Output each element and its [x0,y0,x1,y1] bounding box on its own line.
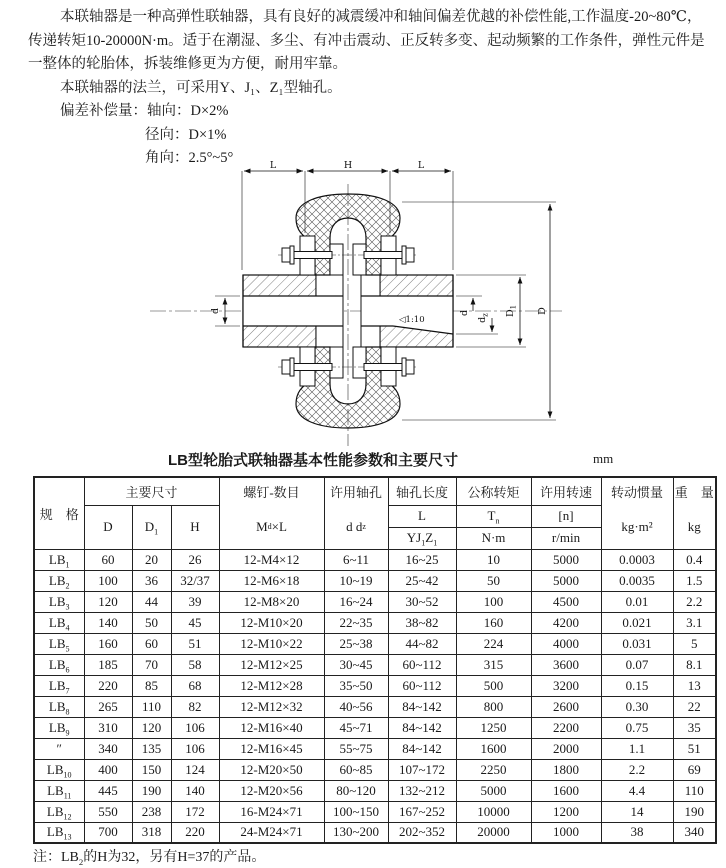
value-cell: 4.4 [601,780,673,801]
value-cell: 16~25 [388,549,456,570]
dim-label-l-right: L [417,160,425,171]
compensation-line: 偏差补偿量：轴向：D×2% [60,103,229,119]
table-row [34,738,716,759]
value-cell: 38 [601,822,673,843]
value-cell: 50 [456,570,531,591]
value-cell: 190 [673,801,716,822]
taper-label: ◁1:10 [399,315,425,325]
spec-table [33,476,717,844]
table-row [34,570,716,591]
value-cell: 150 [132,759,171,780]
value-cell: 1800 [531,759,601,780]
value-cell: 2250 [456,759,531,780]
spec-cell: $LB_2$ [34,570,84,591]
spec-cell: $LB_3$ [34,591,84,612]
spec-cell: $LB_5$ [34,633,84,654]
value-cell: 2600 [531,696,601,717]
value-cell: 3200 [531,675,601,696]
value-cell: 135 [132,738,171,759]
value-cell: 172 [171,801,219,822]
dim-label-d-bore-right: d [459,309,470,317]
value-cell: 2000 [531,738,601,759]
value-cell: 22~35 [324,612,388,633]
value-cell: 1200 [531,801,601,822]
value-cell: 550 [84,801,132,822]
value-cell: 100 [456,591,531,612]
value-cell: 45~71 [324,717,388,738]
value-cell: 445 [84,780,132,801]
value-cell: 5000 [456,780,531,801]
value-cell: 10 [456,549,531,570]
value-cell: 35~50 [324,675,388,696]
value-cell: 120 [84,591,132,612]
col-header-n: [n] [531,505,601,527]
value-cell: 12-M6×18 [219,570,324,591]
value-cell: 12-M8×20 [219,591,324,612]
value-cell: 84~142 [388,717,456,738]
value-cell: 2200 [531,717,601,738]
table-row [34,717,716,738]
value-cell: 55~75 [324,738,388,759]
compensation-radial: 径向：D×1% [145,126,227,143]
col-header-spec: 规 格 [34,477,84,549]
inner-flange-right [353,244,366,275]
value-cell: 0.15 [601,675,673,696]
table-row [34,654,716,675]
value-cell: 132~212 [388,780,456,801]
value-cell: 3.1 [673,612,716,633]
inner-flange-left [330,244,343,275]
value-cell: 0.4 [673,549,716,570]
value-cell: 35 [673,717,716,738]
value-cell: 2.2 [673,591,716,612]
value-cell: 318 [132,822,171,843]
table-unit: mm [593,451,614,466]
table-row [34,675,716,696]
table-row [34,591,716,612]
value-cell: 107~172 [388,759,456,780]
table-row [34,822,716,843]
value-cell: 0.01 [601,591,673,612]
value-cell: 60~112 [388,654,456,675]
value-cell: 167~252 [388,801,456,822]
value-cell: 500 [456,675,531,696]
col-header-H: H [171,505,219,549]
col-header-rmin: r/min [531,527,601,549]
table-row [34,612,716,633]
value-cell: 8.1 [673,654,716,675]
col-header-inertia: 转动惯量 kg·m² [601,477,673,549]
value-cell: 220 [84,675,132,696]
value-cell: 1600 [456,738,531,759]
value-cell: 25~42 [388,570,456,591]
value-cell: 60 [132,633,171,654]
value-cell: 20 [132,549,171,570]
value-cell: 51 [171,633,219,654]
spec-cell: $LB_4$ [34,612,84,633]
value-cell: 1600 [531,780,601,801]
value-cell: 110 [673,780,716,801]
col-header-speed: 许用转速 [531,477,601,505]
value-cell: 1.1 [601,738,673,759]
value-cell: 50 [132,612,171,633]
value-cell: 140 [84,612,132,633]
value-cell: 4200 [531,612,601,633]
value-cell: 110 [132,696,171,717]
value-cell: 100 [84,570,132,591]
table-row [34,633,716,654]
value-cell: 400 [84,759,132,780]
value-cell: 24-M24×71 [219,822,324,843]
value-cell: 2.2 [601,759,673,780]
value-cell: 315 [456,654,531,675]
value-cell: 36 [132,570,171,591]
value-cell: 0.07 [601,654,673,675]
col-header-screws: 螺钉-数目 M d ×L [219,477,324,549]
col-header-Tn: $T_n$ [456,505,531,527]
table-title: LB型轮胎式联轴器基本性能参数和主要尺寸 [168,452,458,469]
value-cell: 6~11 [324,549,388,570]
table-row [34,696,716,717]
spec-cell: $LB_{12}$ [34,801,84,822]
value-cell: 202~352 [388,822,456,843]
table-row [34,549,716,570]
value-cell: 12-M20×50 [219,759,324,780]
spec-cell: $LB_{13}$ [34,822,84,843]
value-cell: 185 [84,654,132,675]
value-cell: 12-M10×20 [219,612,324,633]
value-cell: 32/37 [171,570,219,591]
value-cell: 0.0035 [601,570,673,591]
spec-cell: $LB_1$ [34,549,84,570]
value-cell: 4000 [531,633,601,654]
value-cell: 68 [171,675,219,696]
value-cell: 0.021 [601,612,673,633]
dim-label-dz: $d_z$ [477,313,490,323]
value-cell: 12-M12×28 [219,675,324,696]
spec-cell: $LB_6$ [34,654,84,675]
value-cell: 30~45 [324,654,388,675]
dim-label-d1: $D_1$ [505,304,518,318]
col-header-Nm: N·m [456,527,531,549]
value-cell: 22 [673,696,716,717]
compensation-angular: 角向：2.5°~5° [145,150,234,166]
value-cell: 238 [132,801,171,822]
value-cell: 310 [84,717,132,738]
value-cell: 106 [171,717,219,738]
table-row [34,801,716,822]
table-row [34,759,716,780]
intro-line: 一整体的轮胎体，拆装维修更为方便，耐用牢靠。 [28,56,347,72]
value-cell: 39 [171,591,219,612]
value-cell: 220 [171,822,219,843]
value-cell: 60~112 [388,675,456,696]
col-header-bore: 许用轴孔 d d z [324,477,388,549]
value-cell: 12-M16×40 [219,717,324,738]
spec-cell: $LB_{10}$ [34,759,84,780]
value-cell: 160 [84,633,132,654]
col-header-weight: 重 量 kg [673,477,716,549]
value-cell: 82 [171,696,219,717]
table-body [34,549,716,843]
col-header-main-dims: 主要尺寸 [84,477,219,505]
spec-cell: $LB_8$ [34,696,84,717]
value-cell: 5000 [531,549,601,570]
value-cell: 160 [456,612,531,633]
value-cell: 800 [456,696,531,717]
value-cell: 340 [673,822,716,843]
value-cell: 16~24 [324,591,388,612]
value-cell: 224 [456,633,531,654]
col-header-bore-length: 轴孔长度 [388,477,456,505]
value-cell: 12-M12×32 [219,696,324,717]
col-header-D1: $D_1$ [132,505,171,549]
value-cell: 85 [132,675,171,696]
value-cell: 12-M16×45 [219,738,324,759]
intro-paragraphs [28,6,723,171]
value-cell: 1000 [531,822,601,843]
value-cell: 38~82 [388,612,456,633]
intro-line: 本联轴器是一种高弹性联轴器，具有良好的减震缓冲和轴间偏差优越的补偿性能,工作温度-20~80℃， [60,9,702,25]
value-cell: 13 [673,675,716,696]
value-cell: 25~38 [324,633,388,654]
value-cell: 84~142 [388,696,456,717]
value-cell: 70 [132,654,171,675]
value-cell: 700 [84,822,132,843]
value-cell: 10000 [456,801,531,822]
value-cell: 5000 [531,570,601,591]
spec-cell: ″ [34,738,84,759]
value-cell: 5 [673,633,716,654]
value-cell: 26 [171,549,219,570]
value-cell: 0.031 [601,633,673,654]
value-cell: 20000 [456,822,531,843]
col-header-YJZ: $YJ_1Z_1$ [388,527,456,549]
value-cell: 80~120 [324,780,388,801]
value-cell: 0.75 [601,717,673,738]
value-cell: 130~200 [324,822,388,843]
value-cell: 124 [171,759,219,780]
value-cell: 84~142 [388,738,456,759]
value-cell: 14 [601,801,673,822]
spec-cell: $LB_7$ [34,675,84,696]
value-cell: 69 [673,759,716,780]
value-cell: 12-M10×22 [219,633,324,654]
value-cell: 16-M24×71 [219,801,324,822]
value-cell: 120 [132,717,171,738]
value-cell: 100~150 [324,801,388,822]
dim-label-l-left: L [269,160,277,171]
value-cell: 1.5 [673,570,716,591]
value-cell: 3600 [531,654,601,675]
value-cell: 4500 [531,591,601,612]
footnote: 注：$LB_2$的H为32，另有H=37的产品。 [33,850,266,867]
value-cell: 106 [171,738,219,759]
value-cell: 12-M20×56 [219,780,324,801]
value-cell: 12-M4×12 [219,549,324,570]
spec-cell: $LB_9$ [34,717,84,738]
value-cell: 44~82 [388,633,456,654]
value-cell: 58 [171,654,219,675]
dim-label-d-outer: D [537,307,548,315]
value-cell: 12-M12×25 [219,654,324,675]
coupling-section-drawing [0,158,726,448]
value-cell: 30~52 [388,591,456,612]
value-cell: 0.30 [601,696,673,717]
col-header-D: D [84,505,132,549]
value-cell: 60 [84,549,132,570]
value-cell: 44 [132,591,171,612]
value-cell: 265 [84,696,132,717]
col-header-torque: 公称转矩 [456,477,531,505]
value-cell: 10~19 [324,570,388,591]
value-cell: 1250 [456,717,531,738]
value-cell: 0.0003 [601,549,673,570]
value-cell: 60~85 [324,759,388,780]
intro-line: 传递转矩10-20000N·m。适于在潮湿、多尘、有冲击震动、正反转多变、起动频繁的工作条件，弹性元件是 [28,32,705,49]
dim-label-h: H [343,160,353,171]
value-cell: 140 [171,780,219,801]
value-cell: 340 [84,738,132,759]
table-row [34,780,716,801]
value-cell: 51 [673,738,716,759]
value-cell: 40~56 [324,696,388,717]
col-header-L: L [388,505,456,527]
spec-cell: $LB_{11}$ [34,780,84,801]
dim-label-d-bore-left: d [210,307,221,315]
intro-line: 本联轴器的法兰，可采用Y、J₁、Z₁型轴孔。 [60,79,342,96]
value-cell: 45 [171,612,219,633]
value-cell: 190 [132,780,171,801]
